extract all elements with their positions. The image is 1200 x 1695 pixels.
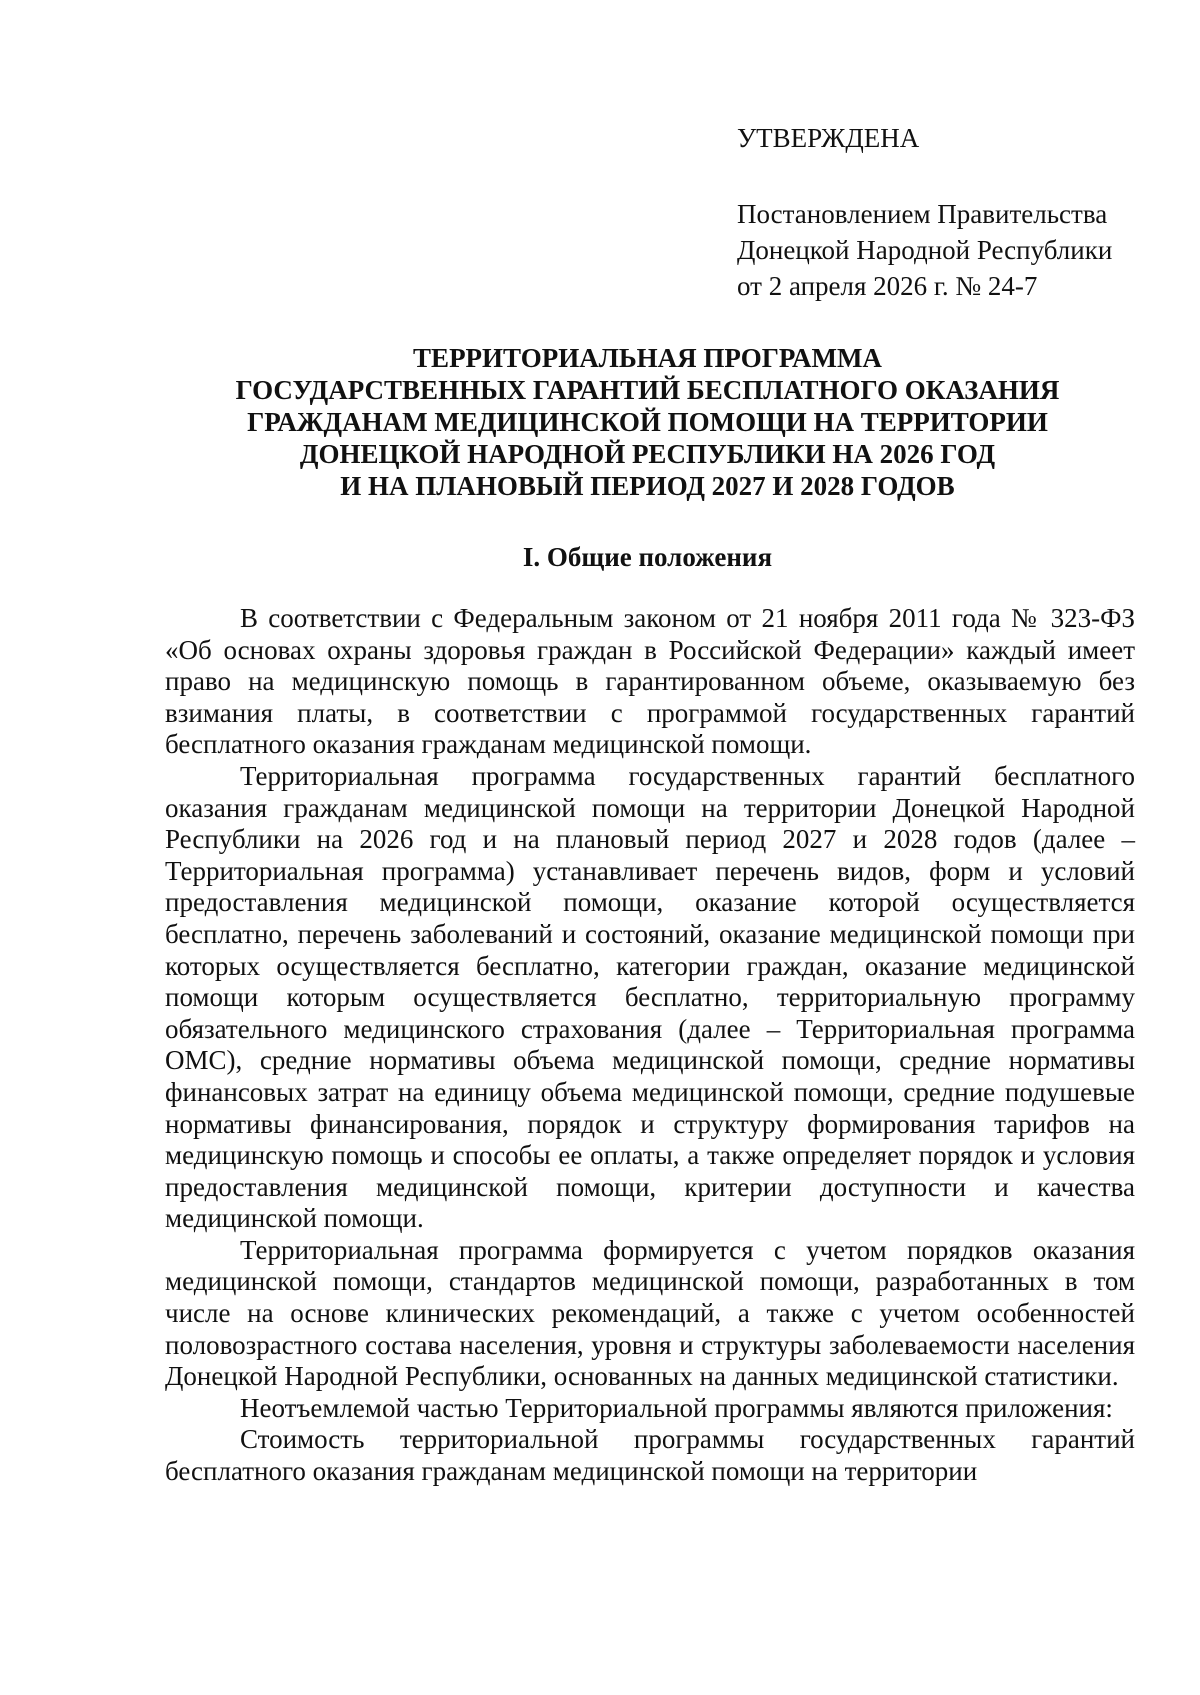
paragraph: Территориальная программа формируется с учетом порядков оказания медицинской помощи, стандартов медицинской помощи, разработанных в том числе на основе клинических рекомендаций, а также с учетом особенностей половозрастного состава населения, уровня и структуры заболеваемости населения Донецкой Народной Республики, основанных на данных медицинской статистики. [165,1234,1135,1392]
title-line: И НА ПЛАНОВЫЙ ПЕРИОД 2027 И 2028 ГОДОВ [340,471,955,501]
paragraph: Территориальная программа государственных гарантий бесплатного оказания гражданам медицинской помощи на территории Донецкой Народной Республики на 2026 год и на плановый период 2027 и 2028 годов (далее – Территориальная программа) устанавливает перечень видов, форм и условий предоставления медицинской помощи, оказание которой осуществляется бесплатно, перечень заболеваний и состояний, оказание медицинской помощи при которых осуществляется бесплатно, категории граждан, оказание медицинской помощи которым осуществляется бесплатно, территориальную программу обязательного медицинского страхования (далее – Территориальная программа ОМС), средние нормативы объема медицинской помощи, средние нормативы финансовых затрат на единицу объема медицинской помощи, средние подушевые нормативы финансирования, порядок и структуру формирования тарифов на медицинскую помощь и способы ее оплаты, а также определяет порядок и условия предоставления медицинской помощи, критерии доступности и качества медицинской помощи. [165,760,1135,1234]
approval-date-line: от 2 апреля 2026 г. № 24-7 [737,271,1038,301]
title-line: ГРАЖДАНАМ МЕДИЦИНСКОЙ ПОМОЩИ НА ТЕРРИТОРИИ [247,407,1048,437]
title-line: ГОСУДАРСТВЕННЫХ ГАРАНТИЙ БЕСПЛАТНОГО ОКАЗАНИЯ [235,375,1060,405]
approval-stamp [737,120,1177,304]
approval-line: Постановлением Правительства [737,199,1108,229]
section-body [165,603,1135,1488]
paragraph: В соответствии с Федеральным законом от 21 ноября 2011 года № 323-ФЗ «Об основах охраны здоровья граждан в Российской Федерации» каждый имеет право на медицинскую помощь в гарантированном объеме, оказываемую без взимания платы, в соответствии с программой государственных гарантий бесплатного оказания гражданам медицинской помощи. [165,603,1135,760]
paragraph: Стоимость территориальной программы государственных гарантий бесплатного оказания гражданам медицинской помощи на территории [165,1424,1135,1487]
title-line: ТЕРРИТОРИАЛЬНАЯ ПРОГРАММА [413,343,882,373]
section-heading: I. Общие положения [522,542,773,572]
approval-line: Донецкой Народной Республики [737,235,1113,265]
title-line: ДОНЕЦКОЙ НАРОДНОЙ РЕСПУБЛИКИ НА 2026 ГОД [299,439,996,469]
paragraph: Неотъемлемой частью Территориальной программы являются приложения: [240,1392,1113,1423]
approved-label: УТВЕРЖДЕНА [737,123,920,153]
document-title [160,342,1135,502]
